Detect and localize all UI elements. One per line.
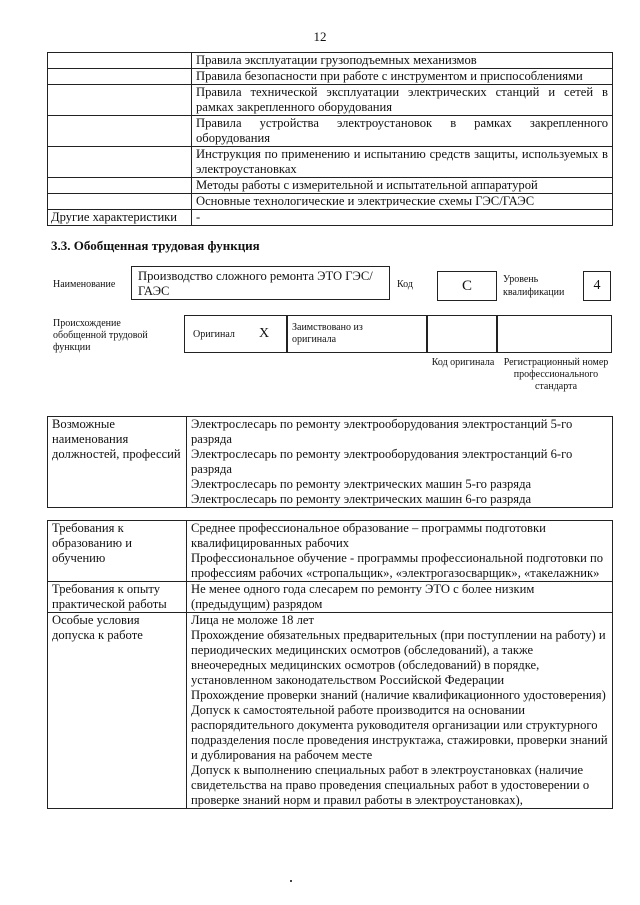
registration-caption: Регистрационный номер профессионального стандарта: [503, 357, 609, 392]
origin-code-cell: [427, 315, 497, 353]
requirements-table: [47, 520, 613, 809]
table-cell-right: Правила технической эксплуатации электрических станций и сетей в рамках закрепленного оборудования: [192, 85, 613, 116]
code-caption: Код оригинала: [431, 357, 495, 368]
table-cell-left: [48, 53, 192, 69]
list-item: Не менее одного года слесарем по ремонту ЭТО с более низким (предыдущим) разрядом: [191, 582, 535, 611]
table-row: [48, 194, 613, 210]
table-row: [48, 613, 613, 809]
experience-value: [187, 582, 613, 613]
table-row: [48, 69, 613, 85]
original-mark: X: [259, 326, 270, 341]
table-cell-left: [48, 147, 192, 178]
table-row: [48, 417, 613, 508]
education-value: [187, 521, 613, 582]
section-heading: 3.3. Обобщенная трудовая функция: [51, 238, 260, 253]
table-row: [48, 116, 613, 147]
origin-original-cell: [184, 315, 287, 353]
list-item: Электрослесарь по ремонту электрических машин 6-го разряда: [191, 492, 532, 506]
original-label: Оригинал: [193, 329, 235, 340]
table-row: [48, 85, 613, 116]
code-box: C: [437, 271, 497, 301]
scan-dot: [290, 880, 292, 882]
qualification-level-box: 4: [583, 271, 611, 301]
function-name-box: Производство сложного ремонта ЭТО ГЭС/ГАЭС: [131, 266, 390, 300]
conditions-label: Особые условия допуска к работе: [48, 613, 187, 809]
table-cell-left: [48, 85, 192, 116]
list-item: Электрослесарь по ремонту электрических машин 5-го разряда: [191, 477, 532, 491]
table-cell-right: -: [192, 210, 613, 226]
table-row: [48, 521, 613, 582]
table-cell-left: [48, 178, 192, 194]
knowledge-table: [47, 52, 613, 226]
origin-borrowed-cell: [287, 315, 427, 353]
table-cell-right: Правила устройства электроустановок в рамках закрепленного оборудования: [192, 116, 613, 147]
list-item: Электрослесарь по ремонту электрооборудования электростанций 6-го разряда: [191, 447, 573, 476]
list-item: Допуск к самостоятельной работе производится на основании распорядительного документа руководителя организации или структурного подразделения после проведения инструктажа, стажировки, проверки знаний и дублирования на рабочем месте: [191, 703, 608, 762]
list-item: Профессиональное обучение - программы профессиональной подготовки по профессиям рабочих «стропальщик», «электрогазосварщик», «такелажник»: [191, 551, 603, 580]
table-cell-right: Методы работы с измерительной и испытательной аппаратурой: [192, 178, 613, 194]
positions-label: Возможные наименования должностей, профессий: [48, 417, 187, 508]
origin-registration-cell: [497, 315, 612, 353]
origin-label: Происхождение обобщенной трудовой функции: [53, 318, 148, 353]
page-number: 12: [313, 29, 327, 44]
code-label: Код: [397, 279, 413, 290]
list-item: Допуск к выполнению специальных работ в электроустановках (наличие свидетельства на право проведения специальных работ в удостоверении о проверке знаний норм и правил работы в электроустановках),: [191, 763, 590, 807]
list-item: Электрослесарь по ремонту электрооборудования электростанций 5-го разряда: [191, 417, 573, 446]
table-cell-left: [48, 69, 192, 85]
positions-table: [47, 416, 613, 508]
table-cell-right: Основные технологические и электрические схемы ГЭС/ГАЭС: [192, 194, 613, 210]
list-item: Прохождение проверки знаний (наличие квалификационного удостоверения): [191, 688, 606, 702]
name-label: Наименование: [53, 279, 116, 290]
table-row: [48, 210, 613, 226]
table-row: [48, 582, 613, 613]
conditions-value: [187, 613, 613, 809]
table-cell-left: Другие характеристики: [48, 210, 192, 226]
list-item: Прохождение обязательных предварительных (при поступлении на работу) и периодических медицинских осмотров (обследований), а также внеочередных медицинских осмотров (обследований) в порядке, установленном законодательством Российской Федерации: [191, 628, 606, 687]
list-item: Лица не моложе 18 лет: [191, 613, 314, 627]
borrowed-label: Заимствовано из оригинала: [292, 322, 363, 345]
table-row: [48, 53, 613, 69]
table-cell-right: Инструкция по применению и испытанию средств защиты, используемых в электроустановках: [192, 147, 613, 178]
positions-list: [187, 417, 613, 508]
table-cell-right: Правила эксплуатации грузоподъемных механизмов: [192, 53, 613, 69]
table-cell-left: [48, 194, 192, 210]
table-row: [48, 147, 613, 178]
table-cell-left: [48, 116, 192, 147]
table-cell-right: Правила безопасности при работе с инструментом и приспособлениями: [192, 69, 613, 85]
origin-row: [184, 315, 612, 353]
experience-label: Требования к опыту практической работы: [48, 582, 187, 613]
table-row: [48, 178, 613, 194]
qualification-level-label: Уровень квалификации: [503, 274, 565, 298]
education-label: Требования к образованию и обучению: [48, 521, 187, 582]
list-item: Среднее профессиональное образование – программы подготовки квалифицированных рабочих: [191, 521, 546, 550]
